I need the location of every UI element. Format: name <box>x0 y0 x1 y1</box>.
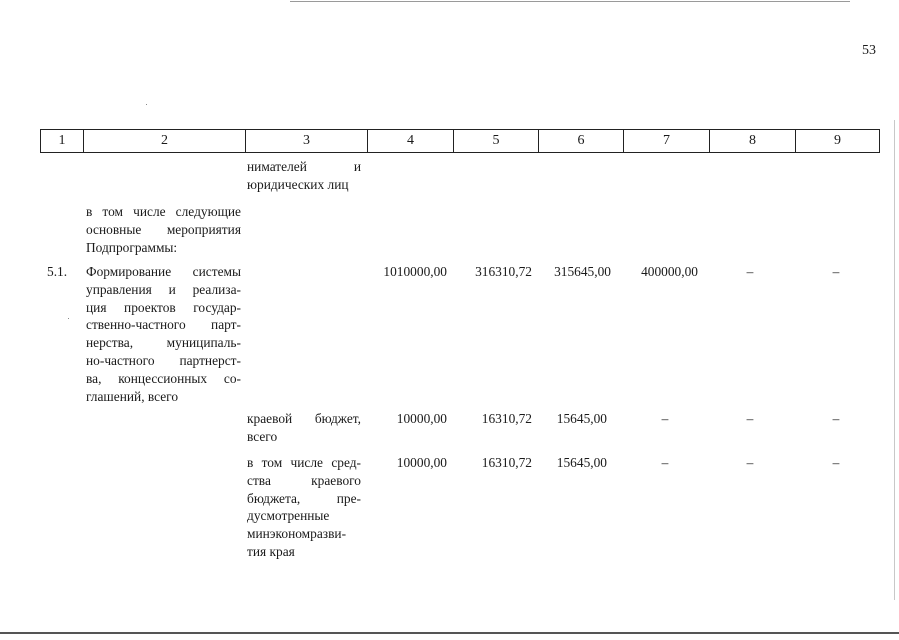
header-cell: 8 <box>709 130 795 152</box>
activity-name-line: Формирование системы <box>86 264 241 279</box>
value-col-7: – <box>661 411 669 426</box>
value-col-6: 315645,00 <box>554 264 611 279</box>
header-cell: 7 <box>623 130 709 152</box>
header-cell: 9 <box>795 130 879 152</box>
value-col-9: – <box>832 264 840 279</box>
activity-name-line: ция проектов государ- <box>86 299 241 315</box>
table-header-row <box>40 129 880 153</box>
value-col-8: – <box>746 455 754 470</box>
scan-edge-top <box>290 1 850 2</box>
header-cell: 5 <box>453 130 538 152</box>
funding-source-line: тия края <box>247 543 295 559</box>
header-cell: 4 <box>367 130 453 152</box>
continuation-line: юридических лиц <box>247 176 349 192</box>
activity-name-cell <box>86 263 241 405</box>
header-cell: 2 <box>83 130 245 152</box>
value-col-6: 15645,00 <box>556 411 607 426</box>
activity-name-line: глашений, всего <box>86 388 179 404</box>
activity-name-line: нерства, муниципаль- <box>86 335 241 351</box>
value-col-4: 1010000,00 <box>383 264 447 279</box>
subheading-line: основные мероприятия <box>86 221 241 237</box>
value-col-7: – <box>661 455 669 470</box>
header-cell: 1 <box>58 133 66 148</box>
funding-source-line: краевой бюджет, <box>247 411 361 426</box>
row-number: 5.1. <box>47 264 68 279</box>
subheading-cell <box>86 203 241 256</box>
activity-name-line: но-частного партнерст- <box>86 352 241 368</box>
continuation-cell <box>247 158 361 194</box>
scan-speck <box>68 318 69 319</box>
funding-source-cell <box>247 410 361 446</box>
value-col-8: – <box>746 411 754 426</box>
value-col-9: – <box>832 411 840 426</box>
scan-edge-right <box>894 120 895 600</box>
value-col-5: 16310,72 <box>481 455 532 470</box>
funding-source-line: в том числе сред- <box>247 455 361 470</box>
value-col-8: – <box>746 264 754 279</box>
value-col-5: 316310,72 <box>475 264 532 279</box>
value-col-5: 16310,72 <box>481 411 532 426</box>
value-col-4: 10000,00 <box>396 411 447 426</box>
funding-source-line: дусмотренные <box>247 508 330 524</box>
activity-name-line: ственно-частного парт- <box>86 317 241 333</box>
funding-source-cell <box>247 454 361 561</box>
funding-source-line: ства краевого <box>247 472 361 488</box>
funding-source-line: минэкономразви- <box>247 526 347 542</box>
value-col-7: 400000,00 <box>641 264 698 279</box>
activity-name-line: ва, концессионных со- <box>86 370 241 386</box>
activity-name-line: управления и реализа- <box>86 281 241 297</box>
subheading-line: Подпрограммы: <box>86 239 178 255</box>
continuation-line: нимателей и <box>247 159 361 174</box>
subheading-line: в том числе следующие <box>86 204 241 219</box>
funding-source-line: бюджета, пре- <box>247 490 361 506</box>
value-col-4: 10000,00 <box>396 455 447 470</box>
header-cell: 6 <box>538 130 623 152</box>
scan-speck <box>146 104 147 105</box>
value-col-9: – <box>832 455 840 470</box>
value-col-6: 15645,00 <box>556 455 607 470</box>
page-number: 53 <box>862 43 876 58</box>
funding-source-line: всего <box>247 428 278 444</box>
header-cell: 3 <box>245 130 367 152</box>
scan-edge-bottom <box>0 632 899 634</box>
